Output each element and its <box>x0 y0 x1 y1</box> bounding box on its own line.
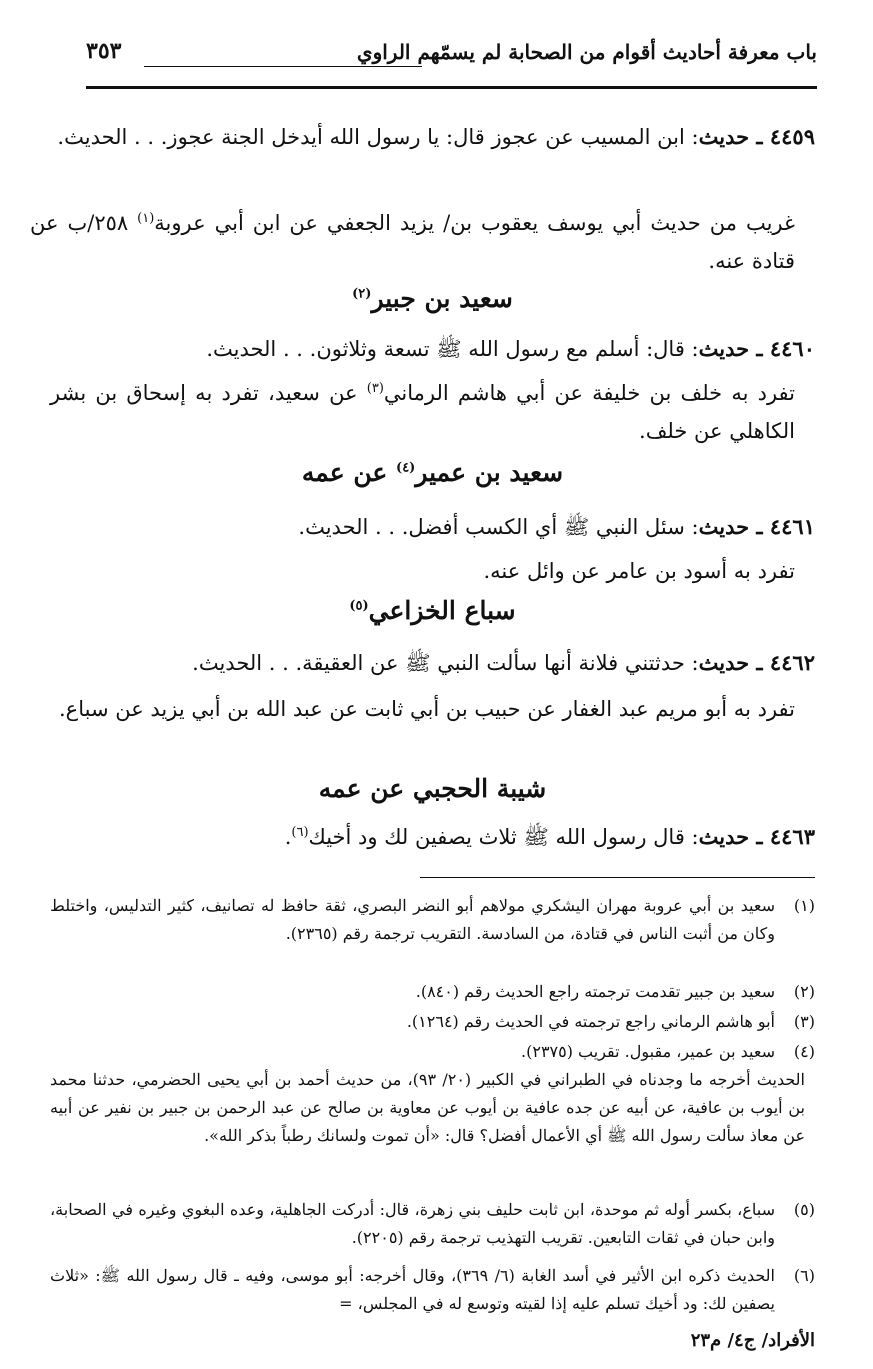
commentary-paragraph <box>30 204 795 280</box>
footnote-text: سعيد بن جبير تقدمت ترجمته راجع الحديث رقم (٨٤٠). <box>415 982 775 1001</box>
hadith-number: ٤٤٦٣ <box>769 824 815 849</box>
section-title <box>50 774 815 803</box>
hadith-number: ٤٤٥٩ <box>769 124 815 149</box>
footnote <box>50 1008 815 1036</box>
commentary-text-tail: ٢٥٨/ب عن قتادة عنه. <box>30 211 795 273</box>
footnote <box>50 1262 815 1318</box>
footnote-ref: (٦) <box>291 825 309 840</box>
footnote-number: (١) <box>793 896 815 915</box>
signature-mark: الأفراد/ ج٤/ م٢٣ <box>690 1330 815 1351</box>
running-header <box>86 38 817 82</box>
footnote <box>50 1196 815 1252</box>
hadith-number: ٤٤٦١ <box>769 514 815 539</box>
footnote-ref: (٥) <box>349 598 369 614</box>
footnote <box>50 978 815 1006</box>
footnote-ref: (٣) <box>366 381 384 396</box>
hadith-text: : حدثتني فلانة أنها سألت النبي ﷺ عن العقيقة. . . الحديث. <box>192 651 699 675</box>
hadith-number: ٤٤٦٠ <box>769 336 815 361</box>
hadith-entry <box>50 118 815 156</box>
footnote-ref: (٢) <box>352 286 372 302</box>
dash: ـ <box>749 824 770 849</box>
hadith-text: : قال: أسلم مع رسول الله ﷺ تسعة وثلاثون. . . الحديث. <box>206 337 699 361</box>
commentary-paragraph <box>50 690 795 728</box>
section-title-text: شيبة الحجبي عن عمه <box>318 774 547 803</box>
dash: ـ <box>749 650 770 675</box>
footnote-text: سعيد بن أبي عروبة مهران اليشكري مولاهم أبو النضر البصري، ثقة حافظ له تصانيف، كثير التدليس، واختلط وكان من أثبت الناس في قتادة، من السادسة. التقريب ترجمة رقم (٢٣٦٥). <box>50 896 775 943</box>
footnote-number: (٢) <box>793 982 815 1001</box>
dash: ـ <box>749 336 770 361</box>
hadith-text-tail: . <box>284 825 292 849</box>
footnote <box>50 892 815 948</box>
footnote-text: الحديث أخرجه ما وجدناه في الطبراني في الكبير (٢٠/ ٩٣)، من حديث أحمد بن أبي يحيى الحضرمي، حدثنا محمد بن أيوب بن عافية، عن أبيه عن جده عافية بن أيوب عن معاوية بن صالح عن عبد الرحمن بن جبير بن نفير عن أبيه عن معاذ سألت رسول الله ﷺ أي الأعمال أفضل؟ قال: «أن تموت ولسانك رطباً بذكر الله». <box>50 1070 805 1145</box>
footnote-separator <box>420 877 815 878</box>
hadith-number: ٤٤٦٢ <box>769 650 815 675</box>
dash: ـ <box>749 514 770 539</box>
footnote-text: الحديث ذكره ابن الأثير في أسد الغابة (٦/ ٣٦٩)، وقال أخرجه: أبو موسى، وفيه ـ قال رسول الله ﷺ: «ثلاث يصفين لك: ود أخيك تسلم عليه إذا لقيته وتوسع له في المجلس، = <box>50 1266 775 1313</box>
section-title-text: سعيد بن جبير <box>371 284 513 313</box>
hadith-keyword: حديث <box>698 336 750 361</box>
commentary-text: تفرد به خلف بن خليفة عن أبي هاشم الرماني <box>383 381 795 405</box>
section-title-text: سعيد بن عمير <box>415 458 564 487</box>
commentary-text-tail: عن سعيد، تفرد به إسحاق بن بشر الكاهلي عن خلف. <box>50 381 795 443</box>
footnote-number: (٤) <box>793 1042 815 1061</box>
footnote <box>50 1038 815 1066</box>
footnote-number: (٣) <box>793 1012 815 1031</box>
hadith-entry <box>50 330 815 368</box>
section-title <box>50 284 815 313</box>
commentary-text: تفرد به أبو مريم عبد الغفار عن حبيب بن أبي ثابت عن عبد الله بن أبي يزيد عن سباع. <box>59 697 795 721</box>
footnote-number: (٦) <box>793 1266 815 1285</box>
hadith-keyword: حديث <box>698 514 750 539</box>
footnote-text: سباع، بكسر أوله ثم موحدة، ابن ثابت حليف بني زهرة، قال: أدركت الجاهلية، وعده البغوي وغيره في الصحابة، وابن حبان في ثقات التابعين. تقريب التهذيب ترجمة رقم (٢٢٠٥). <box>50 1200 775 1247</box>
footnote-text: سعيد بن عمير، مقبول. تقريب (٢٣٧٥). <box>521 1042 775 1061</box>
section-title <box>50 458 815 487</box>
header-rule <box>86 86 817 89</box>
hadith-entry <box>50 508 815 546</box>
hadith-text: : ابن المسيب عن عجوز قال: يا رسول الله أيدخل الجنة عجوز. . . الحديث. <box>57 125 699 149</box>
footnote-text: أبو هاشم الرماني راجع ترجمته في الحديث رقم (١٢٦٤). <box>406 1012 775 1031</box>
header-title: باب معرفة أحاديث أقوام من الصحابة لم يسمّهم الراوي <box>356 40 817 64</box>
section-title <box>50 596 815 625</box>
section-title-text: سباع الخزاعي <box>368 596 516 625</box>
footnote-continuation <box>50 1066 815 1150</box>
footnote-ref: (١) <box>137 211 155 226</box>
hadith-entry <box>50 818 815 856</box>
commentary-text: غريب من حديث أبي يوسف يعقوب بن/ يزيد الجعفي عن ابن أبي عروبة <box>154 211 795 235</box>
hadith-text: : قال رسول الله ﷺ ثلاث يصفين لك ود أخيك <box>308 825 699 849</box>
section-title-tail: عن عمه <box>301 458 397 487</box>
hadith-keyword: حديث <box>698 124 750 149</box>
hadith-entry <box>50 644 815 682</box>
page-number: ٣٥٣ <box>86 38 122 64</box>
commentary-text: تفرد به أسود بن عامر عن وائل عنه. <box>483 559 795 583</box>
commentary-paragraph <box>50 552 795 590</box>
footnote-ref: (٤) <box>396 460 416 476</box>
commentary-paragraph <box>50 374 795 450</box>
dash: ـ <box>749 124 770 149</box>
header-leader-line <box>144 66 422 67</box>
hadith-keyword: حديث <box>698 650 750 675</box>
hadith-text: : سئل النبي ﷺ أي الكسب أفضل. . . الحديث. <box>298 515 699 539</box>
footnote-number: (٥) <box>793 1200 815 1219</box>
hadith-keyword: حديث <box>698 824 750 849</box>
